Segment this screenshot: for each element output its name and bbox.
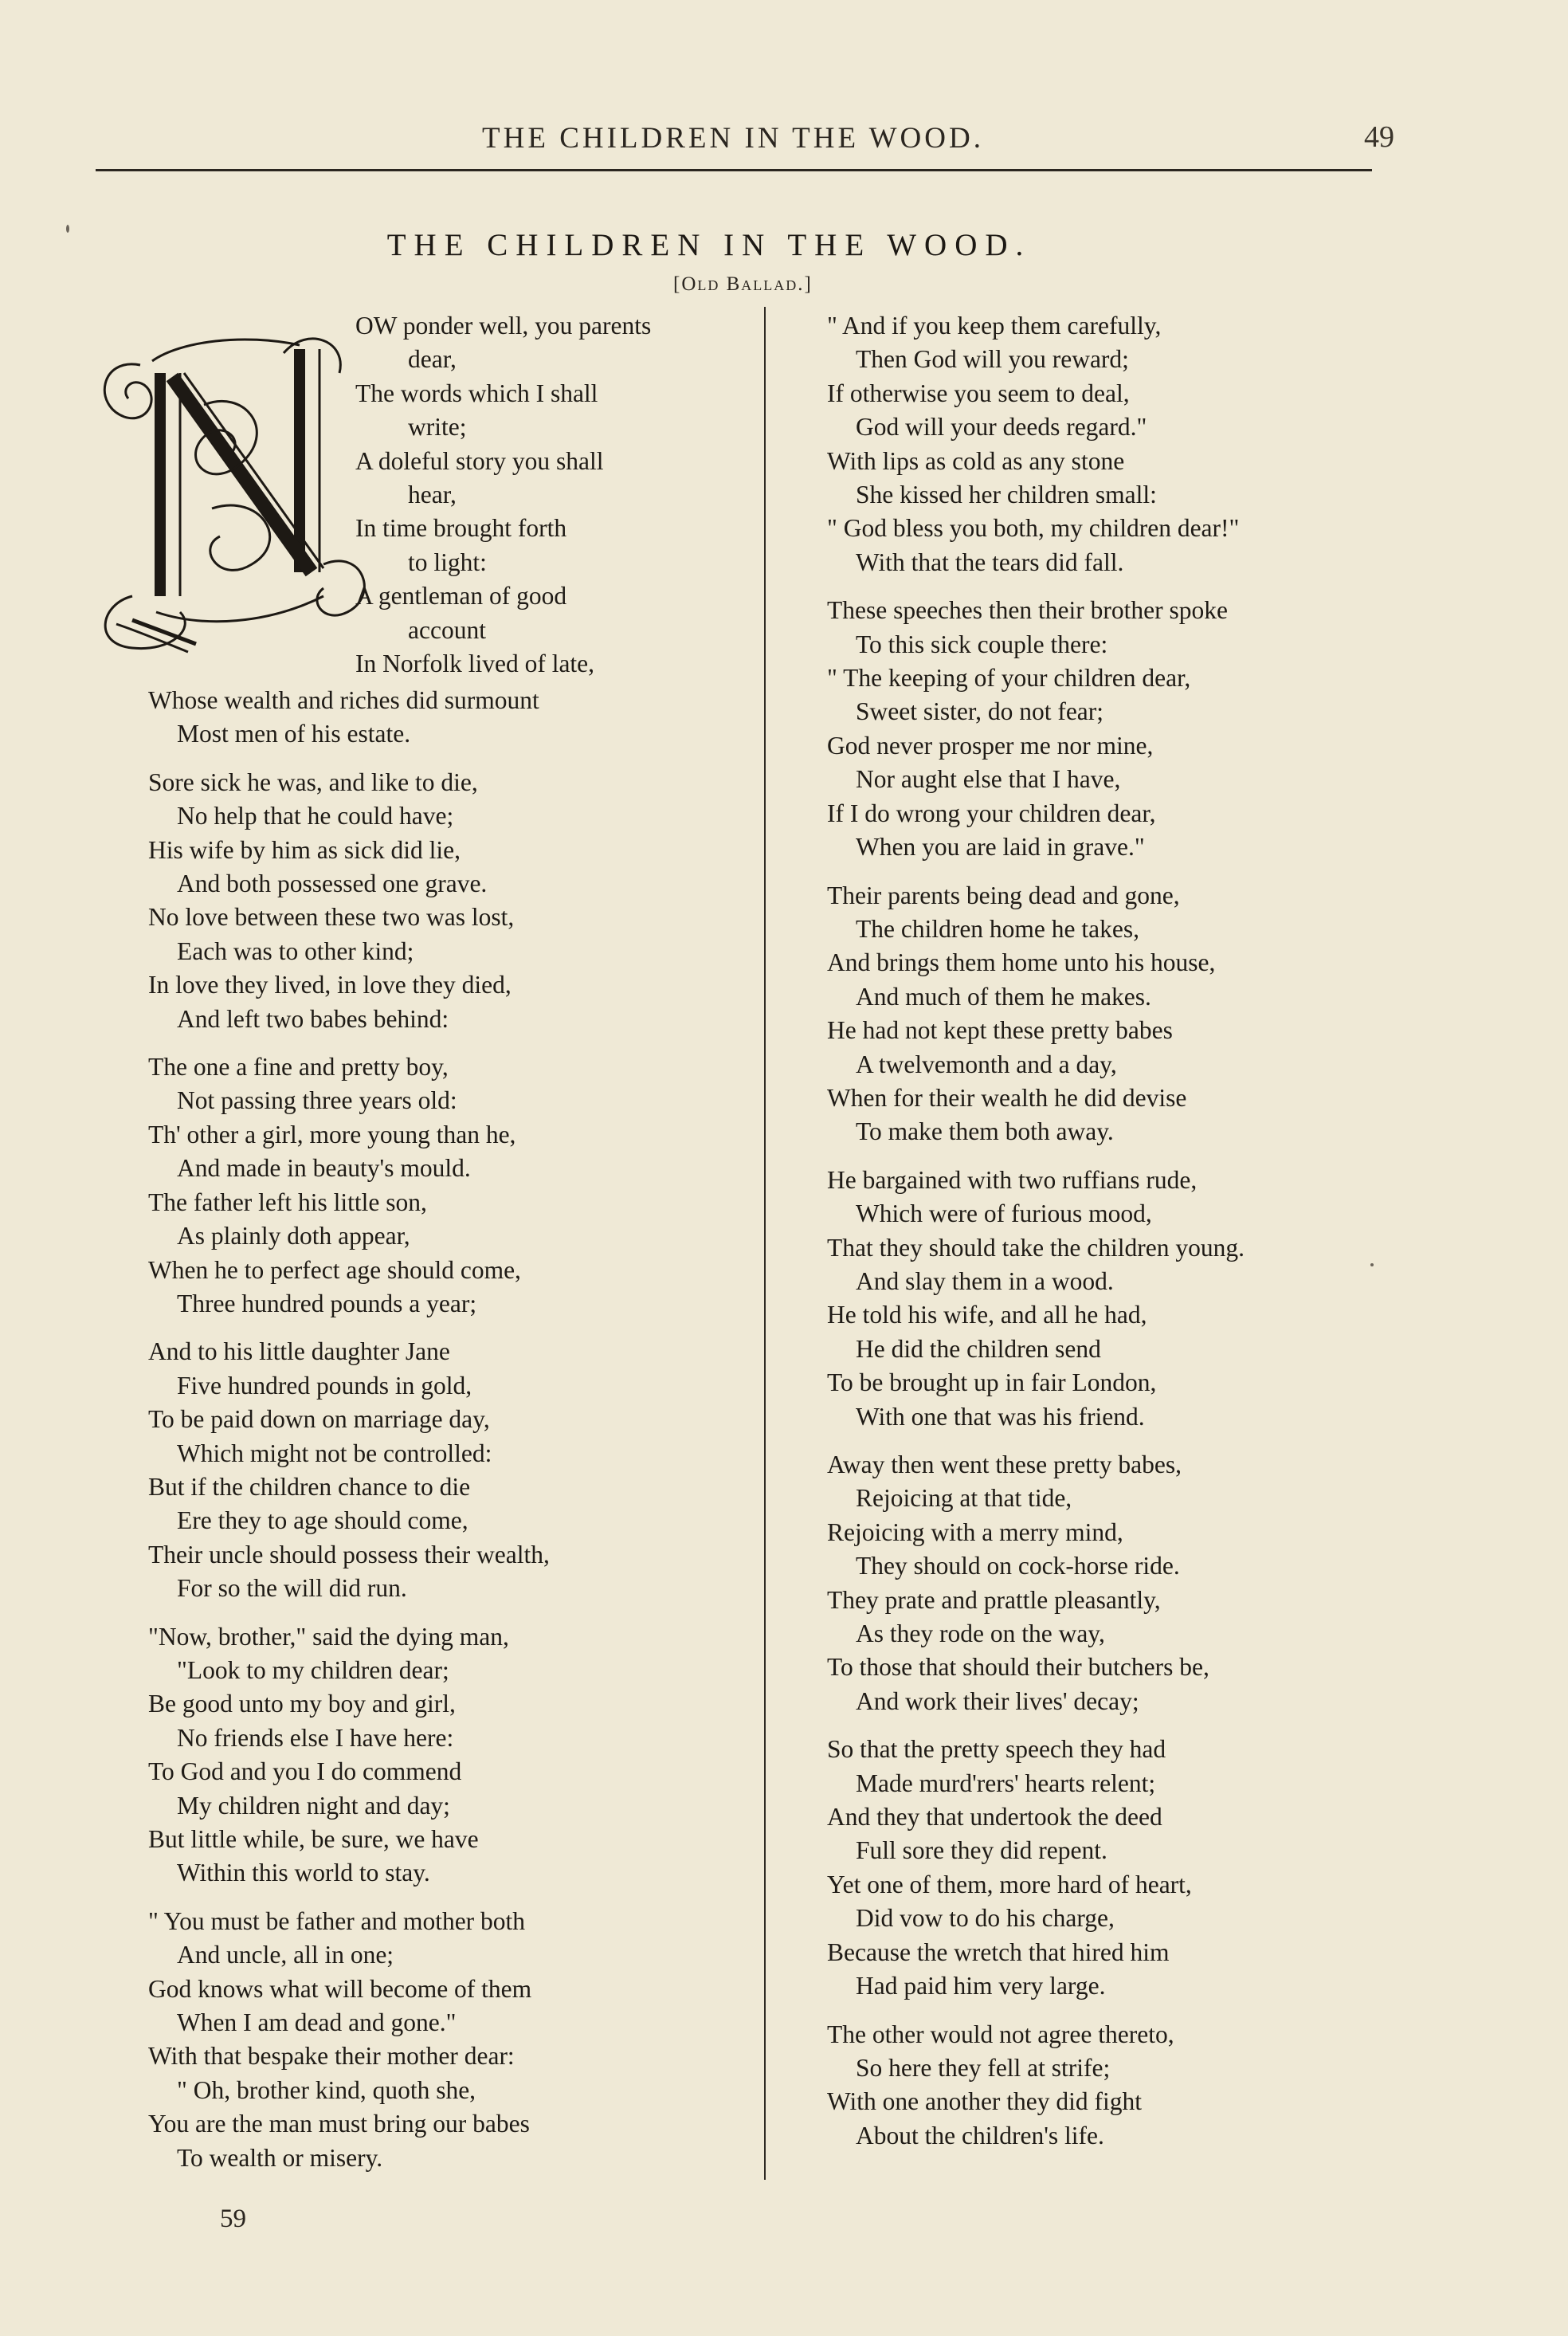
verse-line: And both possessed one grave. [177,870,488,898]
verse-line: She kissed her children small: [856,481,1157,509]
stanza [827,1448,1385,1718]
stanza [148,1620,738,1890]
verse-line: So that the pretty speech they had [827,1735,1166,1764]
verse-line: Did vow to do his charge, [856,1904,1115,1933]
verse-line: God will your deeds regard." [856,413,1147,442]
verse-line: Rejoicing at that tide, [856,1484,1072,1513]
verse-line: No friends else I have here: [177,1723,454,1752]
verse-line: And to his little daughter Jane [148,1337,450,1366]
stanza [827,1733,1385,2003]
verse-line: Three hundred pounds a year; [177,1289,477,1317]
verse-line: The father left his little son, [148,1188,427,1216]
verse-line: OW ponder well, you parents [355,312,652,340]
verse-line: With that bespake their mother dear: [148,2042,515,2071]
verse-line: With lips as cold as any stone [827,446,1125,475]
verse-line: Full sore they did repent. [856,1836,1107,1865]
verse-line: write; [408,413,467,442]
verse-line: And brings them home unto his house, [827,948,1216,977]
verse-line: To wealth or misery. [177,2143,383,2172]
verse-line: And uncle, all in one; [177,1941,394,1969]
verse-line: But if the children chance to die [148,1472,471,1501]
verse-line: Be good unto my boy and girl, [148,1690,456,1718]
verse-line: You are the man must bring our babes [148,2110,530,2138]
verse-line: But little while, be sure, we have [148,1825,479,1853]
verse-line: Each was to other kind; [177,936,414,965]
verse-line: That they should take the children young. [827,1233,1245,1262]
verse-line: He bargained with two ruffians rude, [827,1165,1198,1194]
stanza [148,1905,738,2175]
verse-line: Because the wretch that hired him [827,1938,1170,1966]
verse-line: With one that was his friend. [856,1402,1145,1431]
verse-line: hear, [408,481,457,509]
verse-line: "Look to my children dear; [177,1655,449,1684]
verse-line: His wife by him as sick did lie, [148,835,461,864]
verse-line: " And if you keep them carefully, [827,312,1162,340]
verse-line: He did the children send [856,1334,1101,1363]
verse-line: In Norfolk lived of late, [355,650,595,678]
stanza [827,309,1385,579]
verse-line: He told his wife, and all he had, [827,1301,1147,1329]
verse-line: Nor aught else that I have, [856,765,1121,794]
print-speck [1370,1263,1374,1266]
verse-line: To make them both away. [856,1117,1114,1146]
verse-line: Rejoicing with a merry mind, [827,1517,1123,1546]
poem-subtitle: [Old Ballad.] [673,273,813,295]
right-stanzas [827,309,1385,2153]
verse-line: A gentleman of good [355,582,567,611]
right-column [827,309,1385,2167]
verse-line: God never prosper me nor mine, [827,731,1154,760]
opening-stanza [148,309,738,684]
verse-line: Th' other a girl, more young than he, [148,1120,516,1148]
verse-line: " You must be father and mother both [148,1906,526,1935]
verse-line: To be paid down on marriage day, [148,1405,490,1434]
verse-line: To this sick couple there: [856,630,1108,658]
verse-line: The words which I shall [355,379,598,407]
drop-cap-lines [355,309,881,681]
left-column [148,309,738,2189]
stanza [148,1335,738,1605]
left-stanzas [148,766,738,2175]
verse-line: A doleful story you shall [355,446,604,475]
verse-line: The one a fine and pretty boy, [148,1053,449,1082]
verse-line: And they that undertook the deed [827,1803,1162,1832]
page-number: 49 [1364,120,1394,154]
verse-line: They should on cock-horse ride. [856,1552,1180,1580]
verse-line: In love they lived, in love they died, [148,971,512,999]
verse-line: And slay them in a wood. [856,1266,1114,1295]
verse-line: For so the will did run. [177,1574,407,1603]
verse-line: And made in beauty's mould. [177,1154,471,1183]
verse-line: Which might not be controlled: [177,1439,492,1467]
verse-line: If I do wrong your children dear, [827,799,1156,827]
verse-line: The children home he takes, [856,914,1139,943]
verse-line: Had paid him very large. [856,1972,1106,2000]
verse-line: God knows what will become of them [148,1974,532,2003]
verse-line: And left two babes behind: [177,1004,449,1033]
verse-line: No love between these two was lost, [148,903,515,932]
verse-line: If otherwise you seem to deal, [827,379,1130,407]
verse-line: With that the tears did fall. [856,548,1124,576]
verse-line: Most men of his estate. [177,720,411,748]
folio-number: 59 [220,2204,246,2233]
verse-line: to light: [408,548,487,576]
poem-title: THE CHILDREN IN THE WOOD. [386,228,1032,262]
opening-stanza-tail [148,684,738,752]
verse-line: Which were of furious mood, [856,1199,1152,1228]
verse-line: And much of them he makes. [856,982,1151,1011]
verse-line: He had not kept these pretty babes [827,1016,1173,1045]
verse-line: To God and you I do commend [148,1757,462,1786]
header-rule [96,169,1372,171]
verse-line: A twelvemonth and a day, [856,1050,1117,1078]
stanza [148,766,738,1036]
verse-line: The other would not agree thereto, [827,2020,1174,2048]
verse-line: Away then went these pretty babes, [827,1451,1182,1478]
verse-line: About the children's life. [856,2121,1104,2150]
verse-line: Within this world to stay. [177,1859,430,1887]
stanza [827,1164,1385,1434]
verse-line: When he to perfect age should come, [148,1255,521,1284]
verse-line: Made murd'rers' hearts relent; [856,1769,1156,1797]
verse-line: Sore sick he was, and like to die, [148,768,478,796]
verse-line: As they rode on the way, [856,1619,1105,1648]
verse-line: With one another they did fight [827,2087,1143,2116]
verse-line: Ere they to age should come, [177,1506,468,1535]
stanza [827,879,1385,1149]
verse-line: Whose wealth and riches did surmount [148,686,539,714]
stanza [148,1050,738,1321]
verse-line: Five hundred pounds in gold, [177,1371,472,1400]
verse-line: Not passing three years old: [177,1086,457,1115]
verse-line: Then God will you reward; [856,345,1129,374]
verse-line: Their parents being dead and gone, [827,881,1180,909]
verse-line: account [408,615,486,644]
stanza [827,2018,1385,2153]
verse-line: When I am dead and gone." [177,2008,457,2037]
verse-line: My children night and day; [177,1791,450,1820]
verse-line: Sweet sister, do not fear; [856,697,1104,726]
verse-line: Their uncle should possess their wealth, [148,1540,550,1568]
stanza [827,594,1385,864]
verse-line: In time brought forth [355,514,567,543]
verse-line: " God bless you both, my children dear!" [827,514,1240,543]
verse-line: So here they fell at strife; [856,2053,1111,2082]
verse-line: These speeches then their brother spoke [827,596,1228,625]
print-speck [66,225,69,233]
verse-line: To be brought up in fair London, [827,1368,1157,1397]
verse-line: And work their lives' decay; [856,1686,1139,1715]
verse-line: To those that should their butchers be, [827,1653,1209,1682]
verse-line: No help that he could have; [177,802,454,830]
verse-line: " Oh, brother kind, quoth she, [177,2075,476,2104]
verse-line: dear, [408,345,457,374]
running-head: THE CHILDREN IN THE WOOD. [482,122,984,155]
verse-line: " The keeping of your children dear, [827,664,1191,693]
verse-line: Yet one of them, more hard of heart, [827,1870,1192,1898]
verse-line: As plainly doth appear, [177,1222,410,1250]
verse-line: When you are laid in grave." [856,833,1145,862]
verse-line: When for their wealth he did devise [827,1083,1187,1112]
verse-line: "Now, brother," said the dying man, [148,1622,509,1651]
verse-line: They prate and prattle pleasantly, [827,1585,1161,1614]
